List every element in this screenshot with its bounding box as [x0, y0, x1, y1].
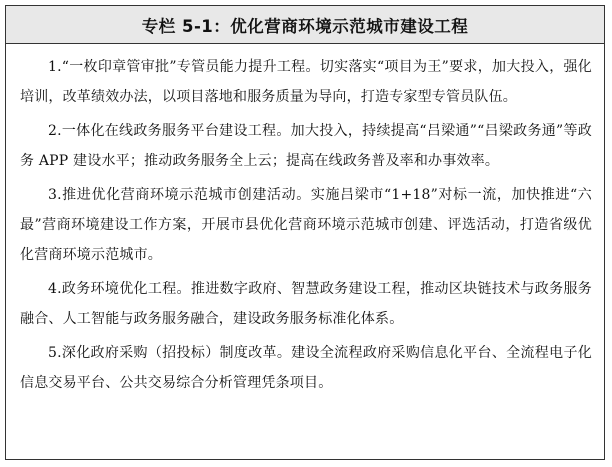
item-5: 5.深化政府采购（招投标）制度改革。建设全流程政府采购信息化平台、全流程电子化信息交易平台、公共交易综合分析管理凭条项目。	[20, 345, 592, 391]
item-2: 2.一体化在线政务服务平台建设工程。加大投入，持续提高“吕梁通”“吕梁政务通”等政务 APP 建设水平；推动政务服务全上云；提高在线政务普及率和办事效率。	[20, 123, 592, 169]
item-4: 4.政务环境优化工程。推进数字政府、智慧政务建设工程，推动区块链技术与政务服务融合、人工智能与政务服务融合，建设政务服务标准化体系。	[20, 281, 592, 327]
feature-box	[5, 5, 605, 460]
box-content	[6, 44, 604, 398]
item-3: 3.推进优化营商环境示范城市创建活动。实施吕梁市“1+18”对标一流，加快推进“六最”营商环境建设工作方案，开展市县优化营商环境示范城市创建、评选活动，打造省级优化营商环境示范城市。	[20, 187, 592, 263]
item-1: 1.“一枚印章管审批”专管员能力提升工程。切实落实“项目为王”要求，加大投入，强化培训，改革绩效办法，以项目落地和服务质量为导向，打造专家型专管员队伍。	[20, 59, 592, 105]
box-title: 专栏 5-1：优化营商环境示范城市建设工程	[141, 16, 469, 36]
title-bar	[6, 6, 604, 44]
